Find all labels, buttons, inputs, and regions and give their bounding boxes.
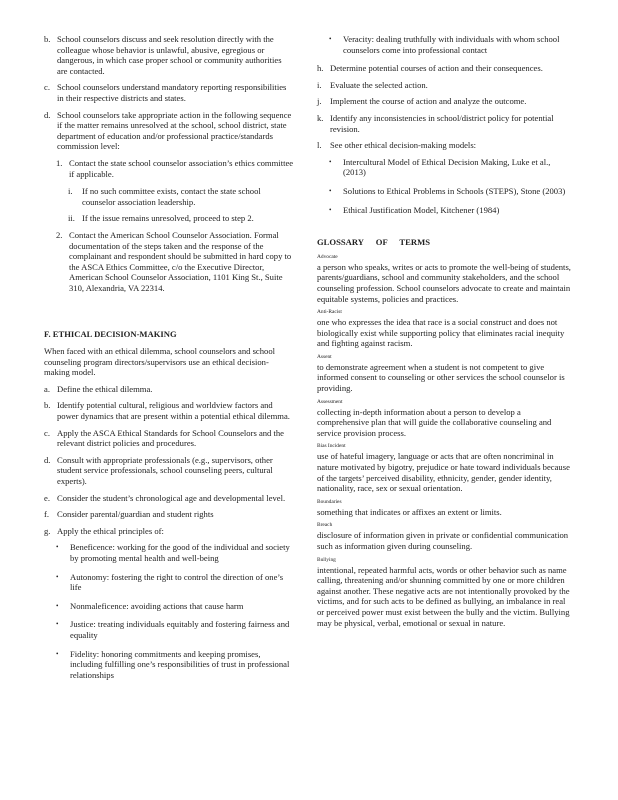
glossary-term: Assessment — [317, 398, 343, 405]
item-marker: ii. — [68, 213, 75, 224]
bullet-icon: • — [56, 601, 59, 610]
numbered-step — [56, 158, 294, 179]
item-text: Consult with appropriate professionals (e.g., supervisors, other student service professionals, school counseling peers, cultural experts). — [57, 454, 273, 486]
section-heading: F. ETHICAL DECISION-MAKING — [44, 329, 177, 340]
glossary-definition: intentional, repeated harmful acts, words or other behavior such as name calling, threatening and/or shunning committed by one or more children against another. These negative acts are not intentionally provoked by the victims, and for such acts to be defined as bullying, an imbalance in real or perceived power must exist between the bully and the victim. Bullying may be physical, verbal, emotional or sexual in nature. — [317, 564, 570, 628]
glossary-term: Boundaries — [317, 498, 342, 505]
item-marker: b. — [44, 400, 51, 411]
left-column — [44, 34, 294, 688]
list-item — [44, 428, 294, 449]
bullet-item — [329, 34, 573, 55]
list-item — [44, 526, 294, 537]
item-text: Consider the student’s chronological age and developmental level. — [57, 492, 286, 503]
bullet-item — [56, 601, 294, 612]
list-item — [44, 34, 294, 76]
list-item — [317, 113, 573, 134]
item-marker: c. — [44, 82, 50, 93]
glossary-term: Assent — [317, 353, 332, 360]
list-item — [44, 493, 294, 504]
item-text: Identify any inconsistencies in school/district policy for potential revision. — [330, 112, 554, 134]
item-text: Consider parental/guardian and student rights — [57, 509, 214, 520]
item-text: If the issue remains unresolved, proceed to step 2. — [82, 213, 254, 224]
item-text: Contact the American School Counselor Association. Formal documentation of the steps taken and the response of the complainant and respondent should be submitted in hard copy to the ASCA Ethics Committee, c/o the Executive Director, American School Counselor Association, 1101 King St., Suite 310, Alexandria, VA 22314. — [69, 229, 292, 293]
glossary-definition: use of hateful imagery, language or acts that are often noncriminal in nature motivated by bigotry, prejudice or hate toward individuals because of the targets’ perceived disability, ethnicity, gender, gender identity, nationality, race, sex or sexual orientation. — [317, 451, 570, 494]
roman-step — [68, 213, 294, 224]
bullet-item — [329, 205, 573, 216]
item-text: Define the ethical dilemma. — [57, 383, 153, 394]
item-text: School counselors discuss and seek resolution directly with the colleague whose behavior is unlawful, abusive, egregious or dangerous, in which case proper school or community authorities are contacted. — [57, 34, 282, 76]
item-text: Apply the ASCA Ethical Standards for School Counselors and the relevant district policies and procedures. — [57, 427, 284, 449]
list-item — [44, 509, 294, 520]
bullet-item — [329, 186, 573, 197]
right-column — [317, 34, 573, 630]
section-intro: When faced with an ethical dilemma, school counselors and school counseling program directors/supervisors use an ethical decision-making model. — [44, 346, 276, 378]
list-item — [317, 63, 573, 74]
item-text: Beneficence: working for the good of the individual and society by promoting mental health and well-being — [70, 542, 290, 563]
bullet-icon: • — [56, 543, 59, 552]
item-text: Evaluate the selected action. — [330, 79, 428, 90]
item-text: Solutions to Ethical Problems in Schools (STEPS), Stone (2003) — [343, 185, 566, 196]
item-text: Identify potential cultural, religious and worldview factors and power dynamics that are present within a potential ethical dilemma. — [57, 400, 290, 422]
item-marker: e. — [44, 492, 50, 503]
item-marker: c. — [44, 427, 50, 438]
glossary-heading: GLOSSARY OF TERMS — [317, 237, 430, 248]
list-item — [44, 455, 294, 487]
list-item — [44, 384, 294, 395]
glossary-definition: one who expresses the idea that race is a social construct and does not biologically exist while supporting policy that eliminates racial inequity and fighting against racism. — [317, 317, 565, 349]
item-text: See other ethical decision-making models: — [330, 140, 477, 151]
bullet-item — [56, 542, 294, 563]
bullet-item — [56, 649, 294, 681]
bullet-icon: • — [329, 186, 332, 195]
bullet-icon: • — [329, 205, 332, 214]
item-marker: i. — [68, 186, 73, 197]
item-marker: g. — [44, 525, 51, 536]
glossary-definition: disclosure of information given in private or confidential communication such as information given during counseling. — [317, 530, 569, 551]
bullet-icon: • — [329, 157, 332, 166]
item-text: Fidelity: honoring commitments and keeping promises, including fulfilling one’s responsibilities of trust in professional relationships — [70, 648, 290, 680]
item-marker: l. — [317, 140, 322, 151]
item-text: If no such committee exists, contact the state school counselor association leadership. — [82, 186, 261, 207]
bullet-icon: • — [56, 620, 59, 629]
list-item — [317, 96, 573, 107]
roman-step — [68, 186, 294, 207]
item-marker: 2. — [56, 229, 63, 240]
item-marker: f. — [44, 509, 50, 520]
item-text: School counselors take appropriate action in the following sequence if the matter remains unresolved at the school, school district, state department of education and/or professional practice/standards commission level: — [57, 109, 292, 152]
bullet-icon: • — [56, 572, 59, 581]
item-marker: 1. — [56, 157, 63, 168]
item-text: Autonomy: fostering the right to control the direction of one’s life — [70, 571, 284, 593]
item-text: Justice: treating individuals equitably and fostering fairness and equality — [70, 619, 290, 640]
item-marker: b. — [44, 34, 51, 44]
bullet-icon: • — [329, 35, 332, 43]
bullet-icon: • — [56, 649, 59, 658]
numbered-step — [56, 230, 294, 294]
item-marker: i. — [317, 79, 322, 90]
bullet-item — [56, 619, 294, 640]
glossary-term: Bias Incident — [317, 443, 346, 450]
item-marker: j. — [317, 96, 322, 107]
item-text: Apply the ethical principles of: — [57, 525, 164, 536]
glossary-definition: collecting in-depth information about a person to develop a comprehensive plan that will guide the collaborative counseling and service provision process. — [317, 406, 552, 438]
list-item — [44, 110, 294, 152]
item-text: Nonmaleficence: avoiding actions that cause harm — [70, 600, 244, 611]
item-text: Implement the course of action and analyze the outcome. — [330, 96, 527, 107]
list-item — [44, 82, 294, 103]
glossary-definition: a person who speaks, writes or acts to promote the well-being of students, parents/guardians, school and community stakeholders, and the school counseling profession. School counselors advocate to create and maintain equitable systems, policies and practices. — [317, 261, 571, 304]
item-marker: k. — [317, 112, 324, 123]
list-item — [44, 400, 294, 421]
item-text: Contact the state school counselor association’s ethics committee if applicable. — [69, 157, 294, 179]
bullet-item — [56, 572, 294, 593]
glossary-term: Anti-Racist — [317, 309, 342, 316]
bullet-item — [329, 157, 573, 178]
item-text: Ethical Justification Model, Kitchener (1984) — [343, 204, 500, 215]
glossary-term: Advocate — [317, 253, 338, 260]
glossary-term: Bullying — [317, 556, 336, 563]
glossary-definition: something that indicates or affixes an extent or limits. — [317, 506, 502, 517]
list-item — [317, 80, 573, 91]
item-marker: a. — [44, 383, 50, 394]
item-marker: d. — [44, 454, 51, 465]
item-text: Veracity: dealing truthfully with individuals with whom school counselors come into professional contact — [343, 34, 560, 55]
item-text: School counselors understand mandatory reporting responsibilities in their respective districts and states. — [57, 82, 287, 103]
item-marker: d. — [44, 109, 51, 120]
glossary-term: Breach — [317, 522, 333, 529]
item-text: Determine potential courses of action and their consequences. — [330, 63, 543, 74]
glossary-definition: to demonstrate agreement when a student is not competent to give informed consent to counseling or other services the school counselor is providing. — [317, 361, 565, 394]
list-item — [317, 140, 573, 151]
item-text: Intercultural Model of Ethical Decision Making, Luke et al., (2013) — [343, 156, 551, 178]
item-marker: h. — [317, 63, 324, 74]
